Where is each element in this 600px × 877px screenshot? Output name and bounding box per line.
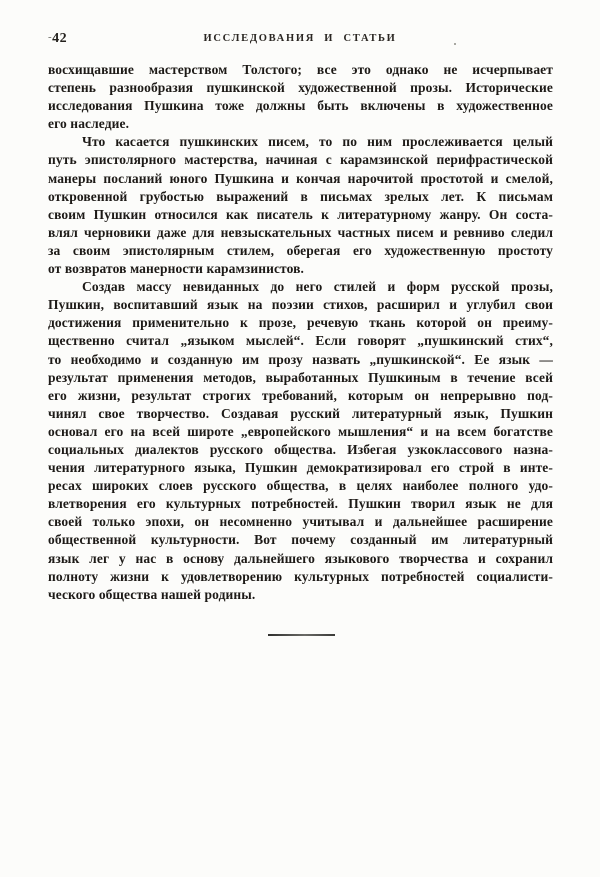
text-line: исследования Пушкина тоже должны быть включены в художественное bbox=[48, 98, 553, 114]
text-line: откровенной грубостью выражений в письмах зрелых лет. К письмам bbox=[48, 188, 553, 204]
text-line: его жизни, результат строгих требований, которым он непрерывно под- bbox=[48, 387, 553, 403]
text-line: Пушкин, воспитавший язык на поэзии стихов, расширил и углубил свои bbox=[48, 297, 553, 313]
text-line: чинял свое творчество. Создавая русский литературный язык, Пушкин bbox=[48, 405, 553, 421]
paragraph bbox=[48, 278, 553, 604]
running-title: ИССЛЕДОВАНИЯ И СТАТЬИ bbox=[203, 33, 397, 44]
text-line: общественной культурности. Вот почему созданный им литературный bbox=[48, 532, 553, 548]
text-line: то необходимо и созданную им прозу назвать „пушкинской“. Ее язык — bbox=[48, 351, 553, 367]
scan-speck bbox=[454, 43, 456, 45]
text-line: ческого общества нашей родины. bbox=[48, 586, 256, 602]
text-line: восхищавшие мастерством Толстого; все это однако не исчерпывает bbox=[48, 62, 553, 77]
text-line: ресах широких слоев русского общества, в целях наиболее полного удо- bbox=[48, 478, 553, 494]
body-text bbox=[48, 61, 553, 604]
running-header bbox=[48, 31, 552, 49]
paragraph bbox=[48, 61, 553, 133]
text-line: своей только эпохи, он несомненно учитывал и дальнейшее расширение bbox=[48, 514, 553, 530]
section-end-rule bbox=[268, 634, 335, 636]
text-line: за своим эпистолярным стилем, оберегая его художественную простоту bbox=[48, 242, 553, 258]
text-line: влетворения его культурных потребностей. Пушкин творил язык не для bbox=[48, 496, 553, 512]
text-line: своим Пушкин относился как писатель к литературному жанру. Он соста- bbox=[48, 206, 553, 222]
text-line: Что касается пушкинских писем, то по ним прослеживается целый bbox=[82, 134, 553, 150]
page-number-dash: - bbox=[48, 31, 53, 43]
text-line: путь эпистолярного мастерства, начиная с карамзинской перифрастической bbox=[48, 152, 553, 168]
paragraph bbox=[48, 133, 553, 278]
text-line: его наследие. bbox=[48, 116, 130, 132]
page-number-value: 42 bbox=[52, 31, 68, 46]
text-line: Создав массу невиданных до него стилей и форм русской прозы, bbox=[82, 279, 553, 295]
text-line: социальных диалектов русского общества. Избегая узкоклассового назна- bbox=[48, 441, 553, 457]
text-line: основал его на всей широте „европейского мышления“ и на всем богатстве bbox=[48, 423, 553, 439]
text-line: щественно считал „языком мыслей“. Если говорят „пушкинский стих“, bbox=[48, 333, 553, 349]
text-line: полноту жизни к удовлетворению культурных потребностей социалисти- bbox=[48, 568, 553, 584]
text-line: манеры посланий юного Пушкина и кончая нарочитой простотой и смелой, bbox=[48, 170, 553, 186]
text-line: результат применения методов, выработанных Пушкиным в течение всей bbox=[48, 369, 553, 385]
text-line: степень разнообразия пушкинской художественной прозы. Исторические bbox=[48, 80, 553, 96]
text-line: влял черновики даже для невзыскательных частных писем и ревниво следил bbox=[48, 224, 553, 240]
text-line: язык лег у нас в основу дальнейшего языкового творчества и сохранил bbox=[48, 550, 553, 566]
text-line: достижения применительно к прозе, речевую ткань которой он преиму- bbox=[48, 315, 553, 331]
text-line: чения литературного языка, Пушкин демократизировал его строй в инте- bbox=[48, 460, 553, 476]
text-line: от возвратов манерности карамзинистов. bbox=[48, 261, 304, 277]
